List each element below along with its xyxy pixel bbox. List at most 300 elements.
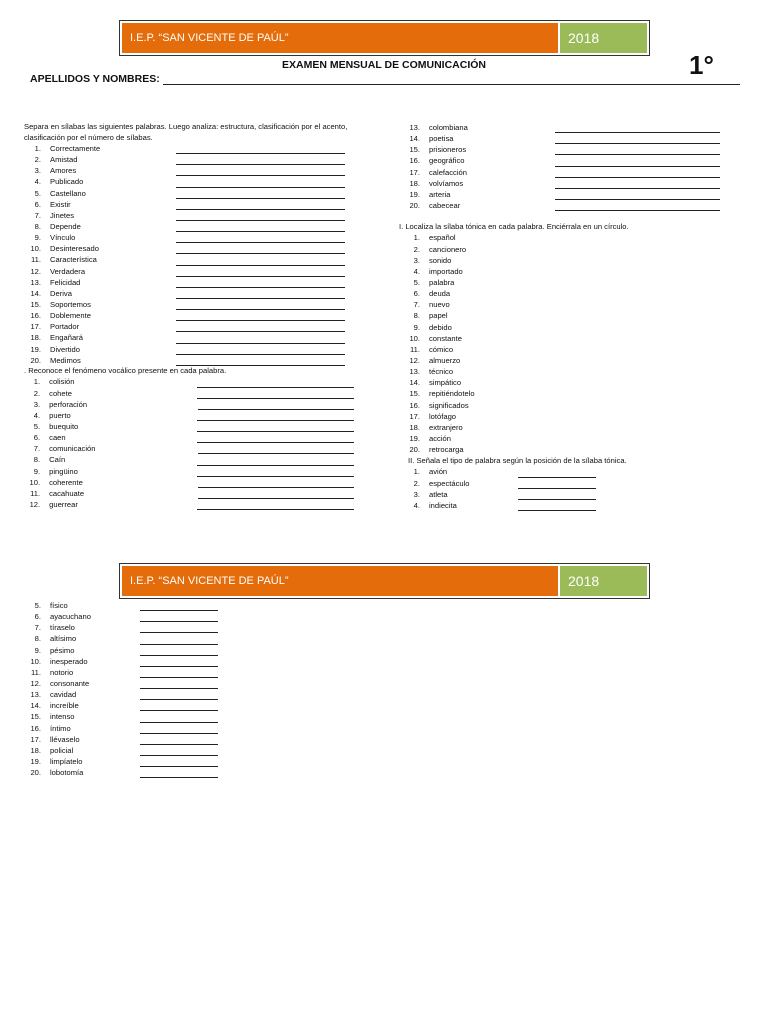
item-number: 20. — [409, 200, 420, 210]
item-word: increíble — [50, 701, 79, 711]
list-item — [24, 299, 354, 310]
school-name: I.E.P. “SAN VICENTE DE PAÚL” — [122, 566, 558, 596]
list-item — [24, 678, 324, 689]
item-word: colombiana — [429, 122, 468, 132]
item-number: 7. — [413, 300, 420, 310]
item-word: Castellano — [50, 188, 86, 198]
answer-blank-line[interactable] — [176, 268, 345, 277]
item-word: coherente — [49, 477, 83, 487]
list-item — [24, 143, 354, 154]
item-number: 10. — [29, 477, 41, 487]
answer-blank-line[interactable] — [197, 468, 354, 477]
item-word: geográfico — [429, 156, 465, 166]
list-item — [24, 466, 354, 477]
section-word-type-continued — [24, 600, 324, 778]
item-word: retrocarga — [429, 445, 464, 455]
header-banner-repeat — [119, 563, 650, 599]
list-item — [399, 444, 729, 455]
item-word: significados — [429, 400, 469, 410]
item-number: 13. — [409, 367, 420, 377]
item-number: 10. — [30, 656, 41, 666]
item-number: 3. — [34, 166, 41, 176]
item-word: avión — [429, 467, 448, 477]
answer-blank-line[interactable] — [140, 647, 218, 656]
answer-blank-line[interactable] — [176, 212, 345, 221]
item-number: 11. — [410, 344, 420, 354]
item-number: 18. — [30, 333, 41, 343]
answer-blank-line[interactable] — [140, 658, 218, 667]
answer-blank-line[interactable] — [140, 669, 218, 678]
item-word: consonante — [50, 678, 90, 688]
item-word: sonido — [429, 255, 452, 265]
list-item — [24, 254, 354, 265]
answer-blank-line[interactable] — [176, 312, 345, 321]
list-item — [24, 432, 354, 443]
list-item — [24, 232, 354, 243]
answer-blank-line[interactable] — [198, 401, 354, 410]
item-word: Jinetes — [50, 210, 75, 220]
item-number: 15. — [409, 389, 420, 399]
names-blank-line[interactable] — [163, 74, 740, 85]
answer-blank-line[interactable] — [197, 379, 354, 388]
item-word: guerrear — [49, 500, 78, 510]
item-word: Medimos — [50, 355, 81, 365]
item-word: perforación — [49, 399, 88, 409]
item-word: Verdadera — [50, 266, 86, 276]
item-number: 6. — [413, 289, 420, 299]
section-vowel-phenomenon — [24, 366, 354, 510]
section-instruction: . Reconoce el fenómeno vocálico presente en cada palabra. — [24, 366, 227, 375]
item-word: íntimo — [50, 723, 71, 733]
answer-blank-line[interactable] — [176, 245, 345, 254]
item-word: notorio — [50, 667, 74, 677]
answer-blank-line[interactable] — [176, 145, 345, 154]
answer-blank-line[interactable] — [176, 335, 345, 344]
item-word: Amistad — [50, 155, 78, 165]
answer-blank-line[interactable] — [197, 501, 354, 510]
item-word: buequito — [49, 422, 79, 432]
item-number: 1. — [413, 467, 420, 477]
list-item — [403, 189, 733, 200]
school-name: I.E.P. “SAN VICENTE DE PAÚL” — [122, 23, 558, 53]
item-number: 1. — [413, 233, 420, 243]
item-number: 15. — [30, 712, 41, 722]
item-word: policial — [50, 745, 74, 755]
list-item — [399, 388, 729, 399]
list-item — [24, 344, 354, 355]
answer-blank-line[interactable] — [176, 156, 345, 165]
answer-blank-line[interactable] — [176, 179, 345, 188]
item-word: cómico — [429, 344, 454, 354]
item-number: 16. — [409, 400, 420, 410]
item-word: puerto — [49, 410, 71, 420]
item-word: nuevo — [429, 300, 450, 310]
item-word: tíraselo — [50, 623, 75, 633]
item-number: 20. — [409, 445, 420, 455]
item-word: cohete — [49, 388, 72, 398]
item-list — [24, 143, 354, 366]
list-item — [24, 321, 354, 332]
list-item — [24, 210, 354, 221]
answer-blank-line[interactable] — [140, 747, 218, 756]
item-word: volvíamos — [429, 178, 464, 188]
answer-blank-line[interactable] — [518, 502, 596, 511]
item-number: 10. — [30, 244, 41, 254]
item-word: palabra — [429, 278, 455, 288]
list-item — [399, 244, 729, 255]
item-word: Existir — [50, 199, 71, 209]
list-item — [403, 144, 733, 155]
item-word: cavidad — [50, 690, 77, 700]
item-word: simpático — [429, 378, 462, 388]
item-number: 11. — [30, 488, 41, 498]
list-item — [24, 221, 354, 232]
answer-blank-line[interactable] — [198, 490, 354, 499]
list-item — [399, 400, 729, 411]
item-number: 3. — [33, 399, 41, 409]
grade-label: 1° — [689, 50, 714, 80]
item-list — [24, 377, 354, 511]
answer-blank-line[interactable] — [518, 469, 596, 478]
answer-blank-line[interactable] — [140, 758, 218, 767]
item-word: Engañará — [50, 333, 83, 343]
list-item — [24, 667, 324, 678]
answer-blank-line[interactable] — [176, 257, 345, 266]
answer-blank-line[interactable] — [140, 769, 218, 778]
item-number: 16. — [30, 311, 41, 321]
answer-blank-line[interactable] — [518, 480, 596, 489]
list-item — [24, 288, 354, 299]
item-word: inesperado — [50, 656, 88, 666]
item-number: 19. — [409, 189, 420, 199]
answer-blank-line[interactable] — [176, 323, 345, 332]
item-word: extranjero — [429, 422, 463, 432]
answer-blank-line[interactable] — [555, 169, 720, 178]
item-word: Soportemos — [50, 299, 91, 309]
answer-blank-line[interactable] — [555, 191, 720, 200]
answer-blank-line[interactable] — [176, 290, 345, 299]
answer-blank-line[interactable] — [555, 202, 720, 211]
item-word: atleta — [429, 489, 448, 499]
item-number: 16. — [30, 723, 41, 733]
item-number: 17. — [409, 411, 420, 421]
answer-blank-line[interactable] — [176, 167, 345, 176]
list-item — [24, 656, 324, 667]
item-list — [399, 233, 729, 456]
item-number: 2. — [34, 155, 41, 165]
list-item — [24, 243, 354, 254]
list-item — [399, 322, 729, 333]
answer-blank-line[interactable] — [197, 412, 354, 421]
item-number: 1. — [33, 377, 41, 387]
item-number: 5. — [413, 278, 420, 288]
answer-blank-line[interactable] — [555, 180, 720, 189]
list-item — [24, 700, 324, 711]
item-number: 6. — [34, 199, 41, 209]
item-list — [24, 600, 324, 778]
item-number: 14. — [409, 134, 420, 144]
item-word: comunicación — [49, 444, 96, 454]
item-number: 13. — [409, 122, 420, 132]
list-item — [24, 176, 354, 187]
item-number: 19. — [30, 756, 41, 766]
item-number: 17. — [30, 734, 41, 744]
item-number: 2. — [33, 388, 41, 398]
answer-blank-line[interactable] — [140, 725, 218, 734]
item-number: 20. — [30, 768, 41, 778]
section-syllables — [24, 122, 354, 366]
item-word: Doblemente — [50, 311, 91, 321]
section-instruction: II. Señala el tipo de palabra según la posición de la sílaba tónica. — [408, 456, 627, 465]
item-number: 12. — [29, 500, 41, 510]
item-number: 12. — [30, 266, 41, 276]
item-word: debido — [429, 322, 452, 332]
item-word: técnico — [429, 367, 454, 377]
list-item — [399, 366, 729, 377]
item-number: 5. — [34, 600, 41, 610]
answer-blank-line[interactable] — [555, 158, 720, 167]
list-item — [399, 344, 729, 355]
list-item — [399, 299, 729, 310]
item-word: limpíatelo — [50, 756, 83, 766]
item-number: 20. — [30, 355, 41, 365]
list-item — [24, 154, 354, 165]
list-item — [24, 600, 324, 611]
item-number: 18. — [30, 745, 41, 755]
answer-blank-line[interactable] — [176, 357, 345, 366]
item-word: deuda — [429, 289, 451, 299]
answer-blank-line[interactable] — [140, 636, 218, 645]
answer-blank-line[interactable] — [198, 445, 354, 454]
list-item — [24, 723, 324, 734]
section-tonic-syllable — [399, 222, 729, 455]
answer-blank-line[interactable] — [140, 602, 218, 611]
item-number: 3. — [413, 255, 420, 265]
item-number: 18. — [409, 422, 420, 432]
item-number: 9. — [34, 233, 41, 243]
answer-blank-line[interactable] — [555, 135, 720, 144]
item-number: 19. — [30, 344, 41, 354]
item-number: 1. — [34, 143, 41, 153]
item-number: 15. — [30, 299, 41, 309]
answer-blank-line[interactable] — [197, 434, 354, 443]
item-number: 7. — [34, 210, 41, 220]
item-word: Caín — [49, 455, 66, 465]
answer-blank-line[interactable] — [176, 190, 345, 199]
answer-blank-line[interactable] — [197, 423, 354, 432]
item-number: 17. — [30, 322, 41, 332]
item-number: 7. — [34, 623, 41, 633]
list-item — [24, 332, 354, 343]
item-word: físico — [50, 600, 68, 610]
list-item — [399, 233, 729, 244]
item-word: Vínculo — [50, 233, 76, 243]
list-item — [24, 645, 324, 656]
answer-blank-line[interactable] — [140, 624, 218, 633]
list-item — [24, 310, 354, 321]
item-number: 12. — [409, 356, 420, 366]
list-item — [24, 355, 354, 366]
item-word: espectáculo — [429, 478, 470, 488]
list-item — [24, 421, 354, 432]
item-word: lobotomía — [50, 768, 84, 778]
item-number: 6. — [33, 433, 41, 443]
answer-blank-line[interactable] — [176, 223, 345, 232]
item-number: 5. — [33, 422, 41, 432]
item-word: calefacción — [429, 167, 467, 177]
list-item — [24, 443, 354, 454]
item-number: 6. — [34, 612, 41, 622]
answer-blank-line[interactable] — [140, 691, 218, 700]
list-item — [399, 355, 729, 366]
item-word: Publicado — [50, 177, 84, 187]
list-item — [24, 633, 324, 644]
answer-blank-line[interactable] — [140, 714, 218, 723]
list-item — [24, 711, 324, 722]
list-item — [399, 333, 729, 344]
item-number: 7. — [33, 444, 41, 454]
list-item — [399, 255, 729, 266]
names-field[interactable] — [30, 73, 740, 85]
list-item — [399, 422, 729, 433]
list-item — [24, 499, 354, 510]
item-word: Depende — [50, 221, 81, 231]
item-word: intenso — [50, 712, 75, 722]
item-word: importado — [429, 266, 463, 276]
item-number: 11. — [31, 667, 41, 677]
answer-blank-line[interactable] — [176, 346, 345, 355]
item-word: papel — [429, 311, 448, 321]
section-word-type — [408, 456, 738, 511]
item-number: 18. — [409, 178, 420, 188]
item-number: 12. — [30, 678, 41, 688]
item-number: 19. — [409, 434, 420, 444]
item-word: indiecita — [429, 500, 457, 510]
item-number: 14. — [30, 288, 41, 298]
item-word: Amores — [50, 166, 77, 176]
item-number: 11. — [31, 255, 41, 265]
list-item — [399, 277, 729, 288]
section-instruction: I. Localiza la sílaba tónica en cada palabra. Enciérrala en un círculo. — [399, 222, 629, 231]
list-item — [24, 165, 354, 176]
list-item — [403, 133, 733, 144]
list-item — [399, 433, 729, 444]
item-word: español — [429, 233, 456, 243]
item-word: prisioneros — [429, 145, 467, 155]
item-number: 15. — [409, 145, 420, 155]
answer-blank-line[interactable] — [555, 124, 720, 133]
item-word: Felicidad — [50, 277, 81, 287]
item-number: 10. — [409, 333, 420, 343]
names-label: APELLIDOS Y NOMBRES: — [30, 73, 160, 85]
item-number: 3. — [413, 489, 420, 499]
list-item — [24, 611, 324, 622]
list-item — [24, 689, 324, 700]
item-number: 2. — [413, 478, 420, 488]
item-word: cacahuate — [49, 488, 85, 498]
item-word: cabecear — [429, 200, 461, 210]
item-word: Divertido — [50, 344, 80, 354]
section-instruction: Separa en sílabas las siguientes palabras. Luego analiza: estructura, clasificación por el acento, clasificación por el número de sílabas. — [24, 122, 348, 142]
answer-blank-line[interactable] — [176, 301, 345, 310]
item-list — [403, 122, 733, 211]
item-word: poetisa — [429, 134, 454, 144]
item-word: Desinteresado — [50, 244, 99, 254]
item-word: llévaselo — [50, 734, 80, 744]
item-word: constante — [429, 333, 462, 343]
list-item — [408, 489, 738, 500]
list-item — [24, 388, 354, 399]
answer-blank-line[interactable] — [176, 279, 345, 288]
answer-blank-line[interactable] — [197, 457, 354, 466]
list-item — [408, 467, 738, 478]
item-word: almuerzo — [429, 356, 461, 366]
list-item — [24, 488, 354, 499]
item-word: altísimo — [50, 634, 77, 644]
item-number: 17. — [409, 167, 420, 177]
item-word: cancionero — [429, 244, 467, 254]
list-item — [403, 122, 733, 133]
item-number: 8. — [34, 221, 41, 231]
item-number: 13. — [30, 277, 41, 287]
list-item — [399, 310, 729, 321]
exam-year: 2018 — [560, 23, 647, 53]
answer-blank-line[interactable] — [176, 201, 345, 210]
item-number: 9. — [34, 645, 41, 655]
item-number: 16. — [409, 156, 420, 166]
item-word: colisión — [49, 377, 75, 387]
item-word: lotófago — [429, 411, 457, 421]
answer-blank-line[interactable] — [197, 390, 354, 399]
list-item — [24, 734, 324, 745]
answer-blank-line[interactable] — [140, 702, 218, 711]
list-item — [403, 200, 733, 211]
answer-blank-line[interactable] — [140, 613, 218, 622]
list-item — [24, 199, 354, 210]
item-word: caen — [49, 433, 66, 443]
header-banner — [119, 20, 650, 56]
answer-blank-line[interactable] — [518, 491, 596, 500]
list-item — [24, 756, 324, 767]
item-number: 14. — [30, 701, 41, 711]
item-number: 9. — [413, 322, 420, 332]
answer-blank-line[interactable] — [140, 736, 218, 745]
list-item — [24, 767, 324, 778]
answer-blank-line[interactable] — [176, 234, 345, 243]
item-word: acción — [429, 434, 451, 444]
item-word: repitiéndotelo — [429, 389, 475, 399]
list-item — [403, 155, 733, 166]
list-item — [24, 622, 324, 633]
list-item — [399, 288, 729, 299]
item-word: ayacuchano — [50, 612, 91, 622]
answer-blank-line[interactable] — [140, 680, 218, 689]
answer-blank-line[interactable] — [555, 146, 720, 155]
item-list — [408, 467, 738, 512]
list-item — [408, 478, 738, 489]
item-word: Correctamente — [50, 143, 101, 153]
item-number: 5. — [34, 188, 41, 198]
list-item — [24, 188, 354, 199]
list-item — [24, 277, 354, 288]
list-item — [24, 454, 354, 465]
list-item — [24, 399, 354, 410]
answer-blank-line[interactable] — [198, 479, 354, 488]
list-item — [399, 377, 729, 388]
item-number: 4. — [33, 410, 41, 420]
item-word: Deriva — [50, 288, 72, 298]
list-item — [24, 266, 354, 277]
